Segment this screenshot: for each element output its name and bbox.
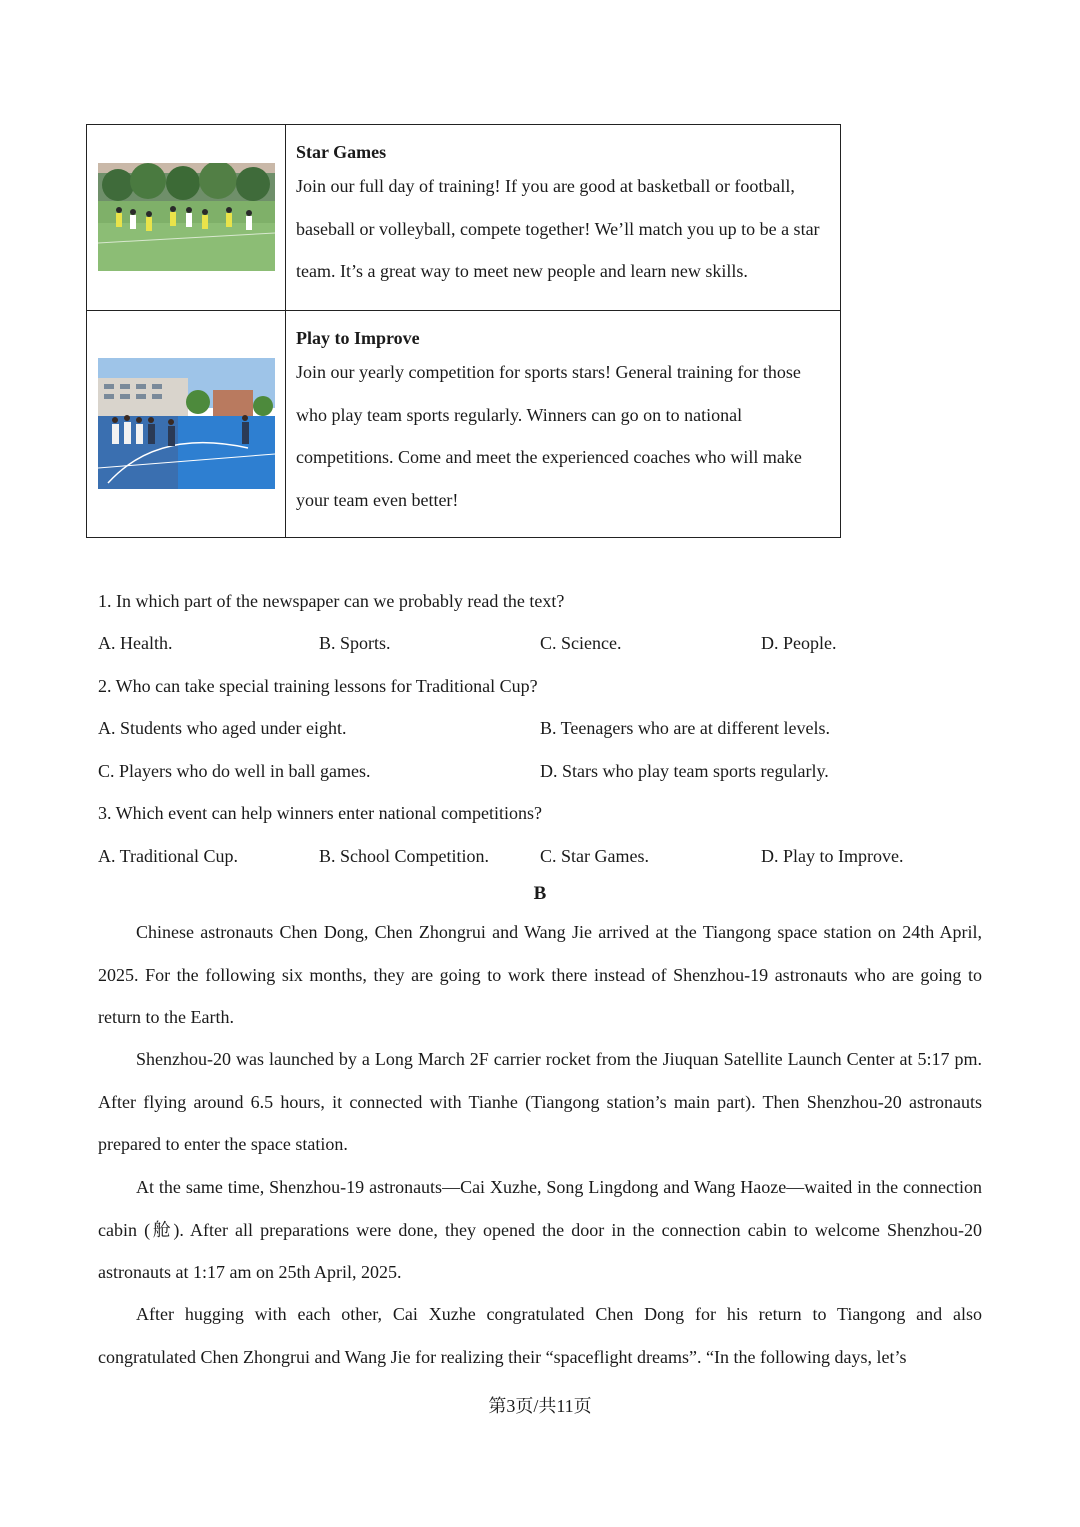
activity-image-cell — [87, 311, 286, 538]
passage-paragraph: Shenzhou-20 was launched by a Long March 2F carrier rocket from the Jiuquan Satellite Launch Center at 5:17 pm. After flying around 6.5 hours, it connected with Tianhe (Tiangong station’s main part). Then Shenzhou-20 astronauts prepared to enter the space station. — [98, 1049, 982, 1154]
question-2-option-a[interactable]: A. Students who aged under eight. — [98, 718, 347, 738]
question-2: 2. Who can take special training lessons for Traditional Cup? — [98, 676, 538, 696]
question-3-option-b[interactable]: B. School Competition. — [319, 846, 490, 866]
passage-paragraph: After hugging with each other, Cai Xuzhe congratulated Chen Dong for his return to Tiangong and also congratulated Chen Zhongrui and Wang Jie for realizing their “spaceflight dreams”. “In the following days, let’s — [98, 1304, 982, 1367]
activity-description: Join our yearly competition for sports stars! General training for those who play team sports regularly. Winners can go on to national competitions. Come and meet the experienced coaches who will make your team even better! — [296, 362, 802, 510]
question-2-option-d[interactable]: D. Stars who play team sports regularly. — [540, 761, 829, 781]
activity-image-cell — [87, 125, 286, 311]
activity-text-cell — [286, 311, 841, 538]
question-2-option-b[interactable]: B. Teenagers who are at different levels. — [540, 718, 830, 738]
question-2-option-c[interactable]: C. Players who do well in ball games. — [98, 761, 371, 781]
passage-paragraph: At the same time, Shenzhou-19 astronauts—Cai Xuzhe, Song Lingdong and Wang Haoze—waited in the connection cabin (舱). After all preparations were done, they opened the door in the connection cabin to welcome Shenzhou-20 astronauts at 1:17 am on 25th April, 2025. — [98, 1177, 982, 1282]
activity-title: Star Games — [296, 142, 387, 162]
football-training-photo — [98, 163, 275, 271]
section-heading: B — [533, 883, 547, 904]
activities-table — [86, 124, 841, 538]
passage-paragraph: Chinese astronauts Chen Dong, Chen Zhongrui and Wang Jie arrived at the Tiangong space station on 24th April, 2025. For the following six months, they are going to work there instead of Shenzhou-19 astronauts who are going to return to the Earth. — [98, 922, 982, 1027]
question-1-option-c[interactable]: C. Science. — [540, 633, 622, 653]
activity-description: Join our full day of training! If you are good at basketball or football, baseball or volleyball, compete together! We’ll match you up to be a star team. It’s a great way to meet new people and learn new skills. — [296, 176, 820, 281]
activity-row — [87, 125, 841, 311]
activity-row — [87, 311, 841, 538]
question-3-option-d[interactable]: D. Play to Improve. — [761, 846, 904, 866]
activity-title: Play to Improve — [296, 328, 420, 348]
question-3-option-a[interactable]: A. Traditional Cup. — [98, 846, 239, 866]
page-number: 第3页/共11页 — [488, 1396, 592, 1416]
question-1-option-b[interactable]: B. Sports. — [319, 633, 391, 653]
basketball-court-photo — [98, 358, 275, 489]
question-1-option-a[interactable]: A. Health. — [98, 633, 173, 653]
question-3-option-c[interactable]: C. Star Games. — [540, 846, 649, 866]
question-3: 3. Which event can help winners enter national competitions? — [98, 803, 543, 823]
question-1: 1. In which part of the newspaper can we probably read the text? — [98, 591, 565, 611]
activity-text-cell — [286, 125, 841, 311]
question-1-option-d[interactable]: D. People. — [761, 633, 837, 653]
